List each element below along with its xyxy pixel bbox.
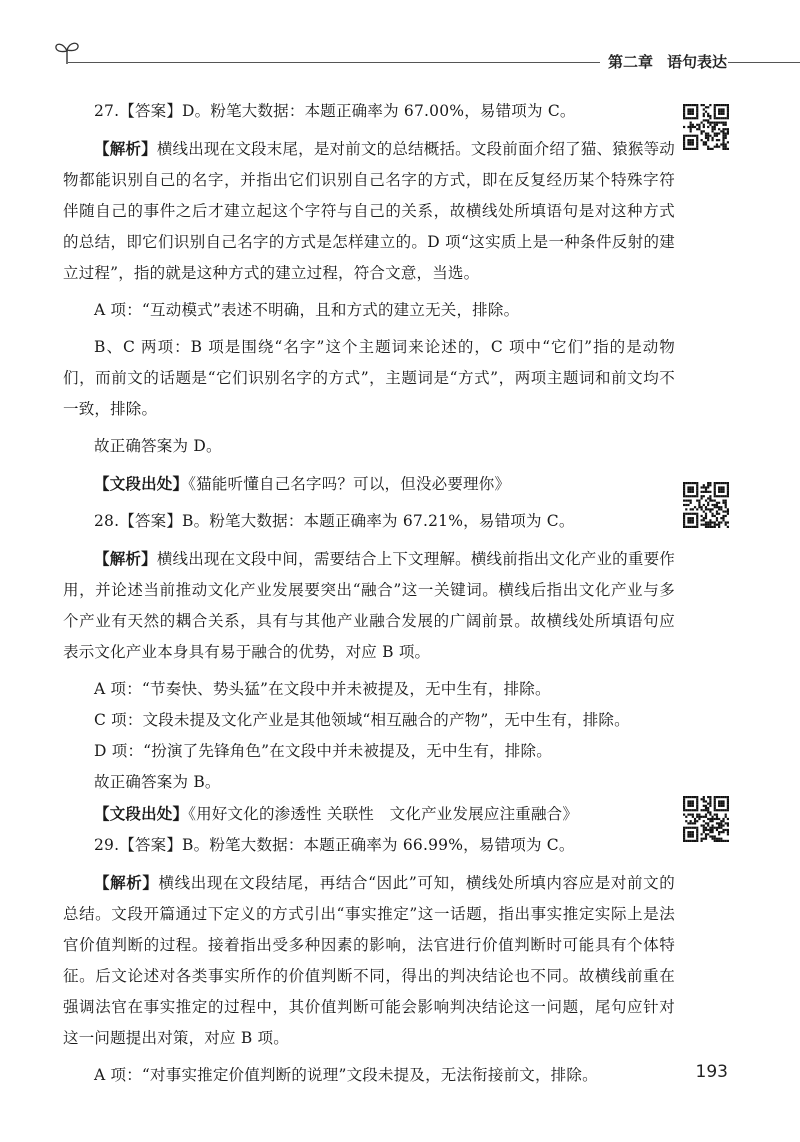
- qr-code-icon[interactable]: [683, 482, 729, 528]
- chapter-title: 语句表达: [667, 53, 728, 71]
- chapter-heading: [600, 51, 738, 72]
- page-number: 193: [695, 1062, 728, 1082]
- header-rule: [68, 62, 608, 63]
- page-header: [0, 0, 800, 80]
- answer-27: 27.【答案】D。粉笔大数据：本题正确率为 67.00%，易错项为 C。: [94, 102, 576, 120]
- conclusion-27: 故正确答案为 D。: [94, 437, 222, 455]
- analysis-27: 【解析】横线出现在文段末尾，是对前文的总结概括。文段前面介绍了猫、猿猴等动物都能识别自己的名字，并指出它们识别自己名字的方式，即在反复经历某个特殊字符伴随自己的事件之后才建立起这个字符与自己的关系，故横线处所填语句是对这种方式的总结，即它们识别自己名字的方式是怎样建立的。D 项“这实质上是一种条件反射的建立过程”，指的就是这种方式的建立过程，符合文意，当选。: [63, 139, 675, 282]
- tag-label: 【文段出处】: [94, 474, 189, 493]
- option-a-29: A 项：“对事实推定价值判断的说理”文段未提及，无法衔接前文，排除。: [94, 1066, 598, 1084]
- tag-label: 【解析】: [94, 873, 159, 892]
- source-28: 【文段出处】《用好文化的渗透性 关联性 文化产业发展应注重融合》: [94, 804, 579, 823]
- option-c-28: C 项：文段未提及文化产业是其他领域“相互融合的产物”，无中生有，排除。: [94, 711, 630, 729]
- analysis-28: 【解析】横线出现在文段中间，需要结合上下文理解。横线前指出文化产业的重要作用，并论述当前推动文化产业发展要突出“融合”这一关键词。横线后指出文化产业与多个产业有天然的耦合关系，具有与其他产业融合发展的广阔前景。故横线处所填语句应表示文化产业本身具有易于融合的优势，对应 B 项。: [63, 549, 675, 661]
- tag-label: 【文段出处】: [94, 804, 189, 823]
- option-bc-27: B、C 两项：B 项是围绕“名字”这个主题词来论述的，C 项中“它们”指的是动物们，而前文的话题是“它们识别名字的方式”，主题词是“方式”，两项主题词和前文均不一致，排除。: [63, 338, 675, 418]
- qr-code-icon[interactable]: [683, 104, 729, 150]
- qr-code-icon[interactable]: [683, 796, 729, 842]
- tag-label: 【解析】: [94, 139, 157, 158]
- chapter-label: 第二章: [608, 53, 654, 71]
- conclusion-28: 故正确答案为 B。: [94, 773, 221, 791]
- answer-28: 28.【答案】B。粉笔大数据：本题正确率为 67.21%，易错项为 C。: [94, 512, 575, 530]
- sprout-icon: [52, 36, 82, 70]
- tag-label: 【解析】: [94, 549, 157, 568]
- option-a-27: A 项：“互动模式”表述不明确，且和方式的建立无关，排除。: [94, 301, 520, 319]
- option-a-28: A 项：“节奏快、势头猛”在文段中并未被提及，无中生有，排除。: [94, 680, 551, 698]
- page-body: [63, 96, 675, 1091]
- source-27: 【文段出处】《猫能听懂自己名字吗？可以，但没必要理你》: [94, 474, 511, 493]
- answer-29: 29.【答案】B。粉笔大数据：本题正确率为 66.99%，易错项为 C。: [94, 836, 575, 854]
- analysis-29: 【解析】横线出现在文段结尾，再结合“因此”可知，横线处所填内容应是对前文的总结。文段开篇通过下定义的方式引出“事实推定”这一话题，指出事实推定实际上是法官价值判断的过程。接着指出受多种因素的影响，法官进行价值判断时可能具有个体特征。后文论述对各类事实所作的价值判断不同，得出的判决结论也不同。故横线前重在强调法官在事实推定的过程中，其价值判断可能会影响判决结论这一问题，尾句应针对这一问题提出对策，对应 B 项。: [63, 873, 675, 1047]
- header-rule-right: [728, 62, 800, 63]
- option-d-28: D 项：“扮演了先锋角色”在文段中并未被提及，无中生有，排除。: [94, 742, 552, 760]
